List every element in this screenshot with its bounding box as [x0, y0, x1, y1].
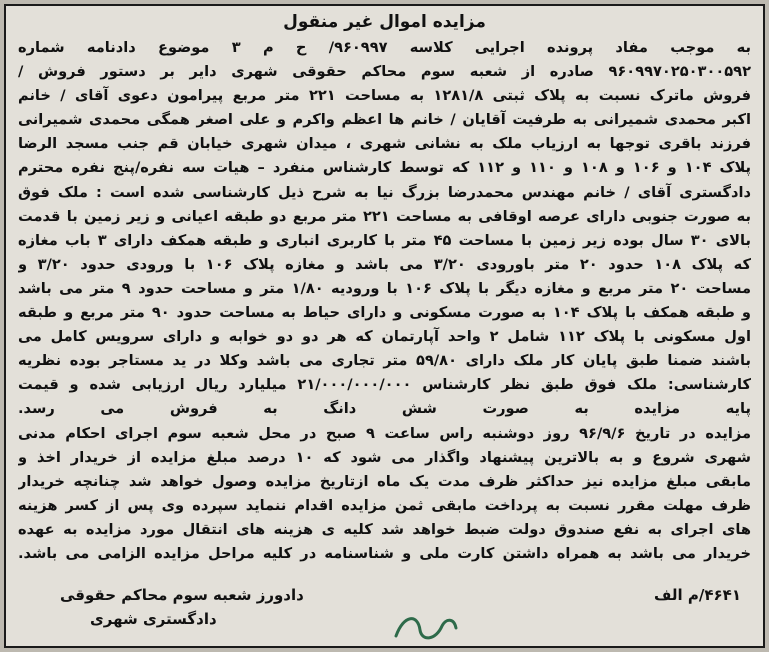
notice-line: های اجرای به نفع صندوق دولت ضبط خواهد شد کلیه ی هزینه های انتقال مورد مزایده به عهده [18, 520, 751, 538]
notice-line: پایه مزایده به صورت شش دانگ به فروش می رسد. [18, 400, 751, 418]
notice-footer [20, 584, 749, 636]
notice-line: خریدار می باشد به همراه داشتن کارت ملی و شناسنامه در کلیه مراحل مزایده الزامی می باشد. [18, 544, 751, 562]
notice-line: باشند ضمنا طبق پایان کار ملک دارای ۵۹/۸۰ متر تجاری می باشد وکلا در ید مستاجر بوده نظریه [18, 352, 751, 370]
notice-line: بالای ۳۰ سال بوده زیر زمین با مساحت ۴۵ متر با کاربری انباری و طبقه همکف دارای ۳ باب مغازه [18, 231, 751, 249]
notice-line: دادگستری آقای / خانم مهندس محمدرضا بزرگ نیا به شرح ذیل کارشناسی شده است : ملک فوق [18, 183, 751, 201]
notice-line: کارشناسی: ملک فوق طبق نظر کارشناس ۲۱/۰۰۰/۰۰۰/۰۰۰ میلیارد ریال ارزیابی شده و قیمت [18, 376, 751, 394]
notice-line: اول مسکونی با پلاک ۱۱۲ شامل ۲ واحد آپارتمان که هر دو دو خوابه و دارای سرویس کامل می [18, 328, 751, 346]
notice-line: ۹۶۰۹۹۷۰۲۵۰۳۰۰۵۹۲ صادره از شعبه سوم محاکم حقوقی شهری دایر بر دستور فروش / [18, 63, 751, 81]
notice-line: اکبر محمدی شمیرانی به طرفیت آقایان / خانم ها اعظم واکرم و علی اصغر همگی محمدی شمیرانی [18, 111, 751, 129]
notice-line: فرزند باقری توجها به ارزیاب ملک به نشانی شهری ، میدان شهری خیابان قم جنب مسجد الرضا [18, 135, 751, 153]
notice-line: ظرف مهلت مقرر نسبت به پرداخت مابقی ثمن مزایده اقدام ننماید سپرده وی پس از کسر هزینه [18, 496, 751, 514]
notice-title: مزایده اموال غیر منقول [283, 12, 486, 32]
notice-line: که پلاک ۱۰۸ حدود ۲۰ متر باورودی ۳/۲۰ می باشد و مغازه پلاک ۱۰۶ با ورودی حدود ۳/۲۰ و [18, 255, 751, 273]
notice-line: مابقی مبلغ مزایده نیز حداکثر ظرف مدت یک ماه ازتاریخ مزایده وصول خواهد شد چنانچه خریدار [18, 472, 751, 490]
auction-notice [4, 4, 765, 648]
notice-line: به صورت جنوبی دارای عرصه اوقافی به مساحت ۲۲۱ متر مربع دو طبقه اعیانی و زیر زمین با قدمت [18, 207, 751, 225]
notice-line: مساحت ۲۰ متر مربع و مغازه دیگر با پلاک ۱۰۶ با ورودیه ۱/۸۰ متر و مساحت حدود ۹ متر می باشد [18, 279, 751, 297]
notice-line: به موجب مفاد پرونده اجرایی کلاسه ۹۶۰۹۹۷/ ح م ۳ موضوع دادنامه شماره [18, 39, 751, 56]
signature-scribble-icon [390, 606, 460, 646]
notice-line: پلاک ۱۰۴ و ۱۰۶ و ۱۰۸ و ۱۱۰ و ۱۱۲ که توسط کارشناس منفرد – هیات سه نفره/پنج نفره محترم [18, 159, 751, 177]
notice-line: فروش ماترک نسبت به پلاک ثبتی ۱۲۸۱/۸ به مساحت ۲۲۱ متر مربع پیرامون دعوی آقای / خانم [18, 87, 751, 105]
reference-number: ۴۶۴۱/م الف [654, 586, 741, 604]
notice-line: و طبقه همکف با پلاک ۱۰۴ به صورت مسکونی و دارای حیاط به مساحت حدود ۹۰ متر مربع و طبقه [18, 304, 751, 322]
notice-line: شهری شروع و به بالاترین پیشنهاد واگذار می شود که ۱۰ درصد مبلغ مزایده از خریدار اخذ و [18, 448, 751, 466]
notice-line: مزایده در تاریخ ۹۶/۹/۶ روز دوشنبه راس ساعت ۹ صبح در محل شعبه سوم اجرای احکام مدنی [18, 424, 751, 442]
signature-title: دادورز شعبه سوم محاکم حقوقی [60, 586, 304, 604]
notice-body [18, 36, 751, 566]
signature-office: دادگستری شهری [90, 610, 217, 628]
